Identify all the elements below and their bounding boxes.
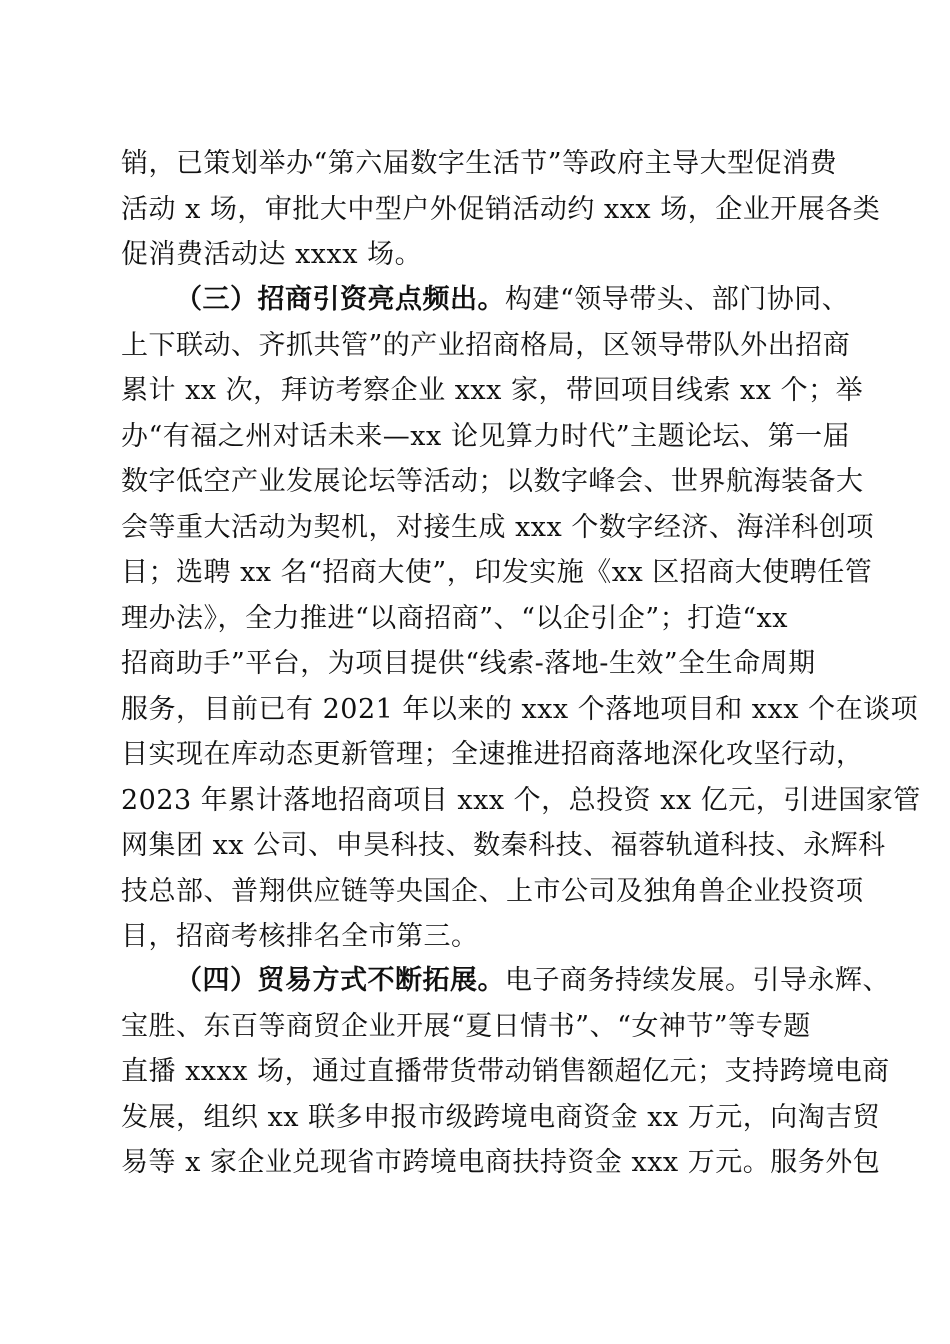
text-line: 理办法》，全力推进“以商招商”、“以企引企”；打造“xx [121,602,788,634]
text-line: 活动 x 场，审批大中型户外促销活动约 xxx 场，企业开展各类 [121,193,881,225]
paragraph-investment-attraction [121,277,921,960]
text-line: 销，已策划举办“第六届数字生活节”等政府主导大型促消费 [121,148,838,179]
text-line: 2023 年累计落地招商项目 xxx 个，总投资 xx 亿元，引进国家管 [121,784,921,816]
text-line [121,277,850,323]
text-line: 网集团 xx 公司、申昊科技、数秦科技、福蓉轨道科技、永辉科 [121,830,886,861]
text-line: 易等 x 家企业兑现省市跨境电商扶持资金 xxx 万元。服务外包 [121,1147,881,1178]
text-line: 宝胜、东百等商贸企业开展“夏日情书”、“女神节”等专题 [121,1010,811,1042]
section-heading-4: （四）贸易方式不断拓展。 [175,965,505,996]
text-line: 目；选聘 xx 名“招商大使”，印发实施《xx 区招商大使聘任管 [121,557,873,588]
text-line: 直播 xxxx 场，通过直播带货带动销售额超亿元；支持跨境电商 [121,1056,890,1087]
section-heading-3: （三）招商引资亮点频出。 [175,284,505,315]
text-line: 技总部、普翔供应链等央国企、上市公司及独角兽企业投资项 [121,875,864,907]
text-line: 办“有福之州对话未来—xx 论见算力时代”主题论坛、第一届 [121,420,851,452]
text-line: 目实现在库动态更新管理；全速推进招商落地深化攻坚行动， [121,739,864,770]
text-run: 电子商务持续发展。引导永辉、 [505,965,890,996]
text-line: 目，招商考核排名全市第三。 [121,921,479,952]
text-line: 会等重大活动为契机，对接生成 xxx 个数字经济、海洋科创项 [121,511,874,543]
paragraph-trade-modes [121,958,890,1186]
text-line: 发展，组织 xx 联多申报市级跨境电商资金 xx 万元，向淘吉贸 [121,1101,881,1133]
text-run: 构建“领导带头、部门协同、 [505,284,850,315]
text-line: 招商助手”平台，为项目提供“线索-落地-生效”全生命周期 [121,648,816,679]
paragraph-consumption-promotion [121,141,881,278]
text-line: 数字低空产业发展论坛等活动；以数字峰会、世界航海装备大 [121,466,864,497]
text-line [121,958,890,1004]
text-line: 服务，目前已有 2021 年以来的 xxx 个落地项目和 xxx 个在谈项 [121,693,919,725]
text-line: 累计 xx 次，拜访考察企业 xxx 家，带回项目线索 xx 个；举 [121,375,864,406]
text-line: 促消费活动达 xxxx 场。 [121,239,423,270]
text-line: 上下联动、齐抓共管”的产业招商格局，区领导带队外出招商 [121,329,851,361]
